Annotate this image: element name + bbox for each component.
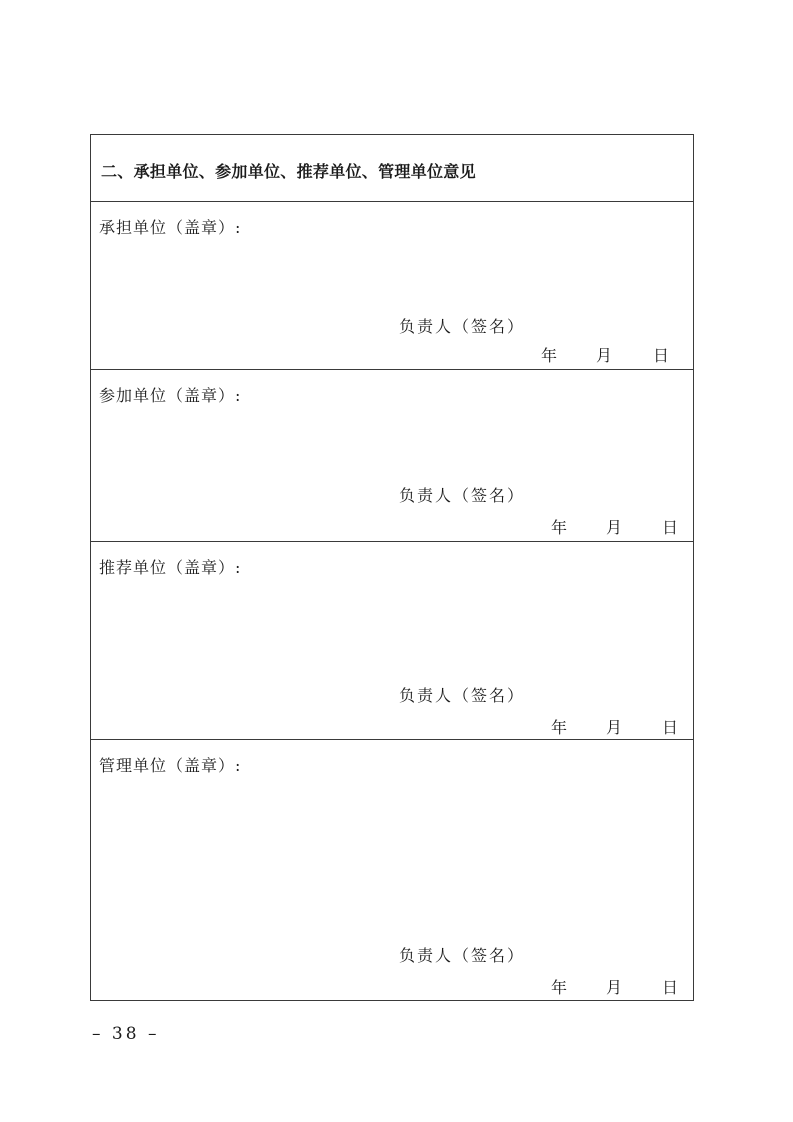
date-day: 日 (662, 978, 679, 997)
participating-unit-section (91, 369, 693, 541)
date-day: 日 (662, 718, 679, 737)
date-year: 年 (551, 978, 568, 997)
management-unit-section (91, 739, 693, 1000)
signer-label: 负责人（签名） (399, 317, 526, 336)
date-year: 年 (551, 718, 568, 737)
page-number: – 38 – (92, 1024, 160, 1044)
date-month: 月 (596, 346, 613, 365)
section-label: 参加单位（盖章）: (99, 386, 242, 405)
date-month: 月 (606, 718, 623, 737)
undertaking-unit-section (91, 201, 693, 369)
opinion-table (90, 134, 694, 1001)
date-day: 日 (653, 346, 670, 365)
date-month: 月 (606, 518, 623, 537)
section-label: 推荐单位（盖章）: (99, 558, 242, 577)
signer-label: 负责人（签名） (399, 486, 526, 505)
date-year: 年 (551, 518, 568, 537)
table-header-row (91, 135, 693, 201)
date-month: 月 (606, 978, 623, 997)
section-label: 管理单位（盖章）: (99, 756, 242, 775)
date-year: 年 (541, 346, 558, 365)
section-heading: 二、承担单位、参加单位、推荐单位、管理单位意见 (101, 162, 476, 181)
section-label: 承担单位（盖章）: (99, 218, 242, 237)
signer-label: 负责人（签名） (399, 946, 526, 965)
date-day: 日 (662, 518, 679, 537)
recommending-unit-section (91, 541, 693, 739)
signer-label: 负责人（签名） (399, 686, 526, 705)
